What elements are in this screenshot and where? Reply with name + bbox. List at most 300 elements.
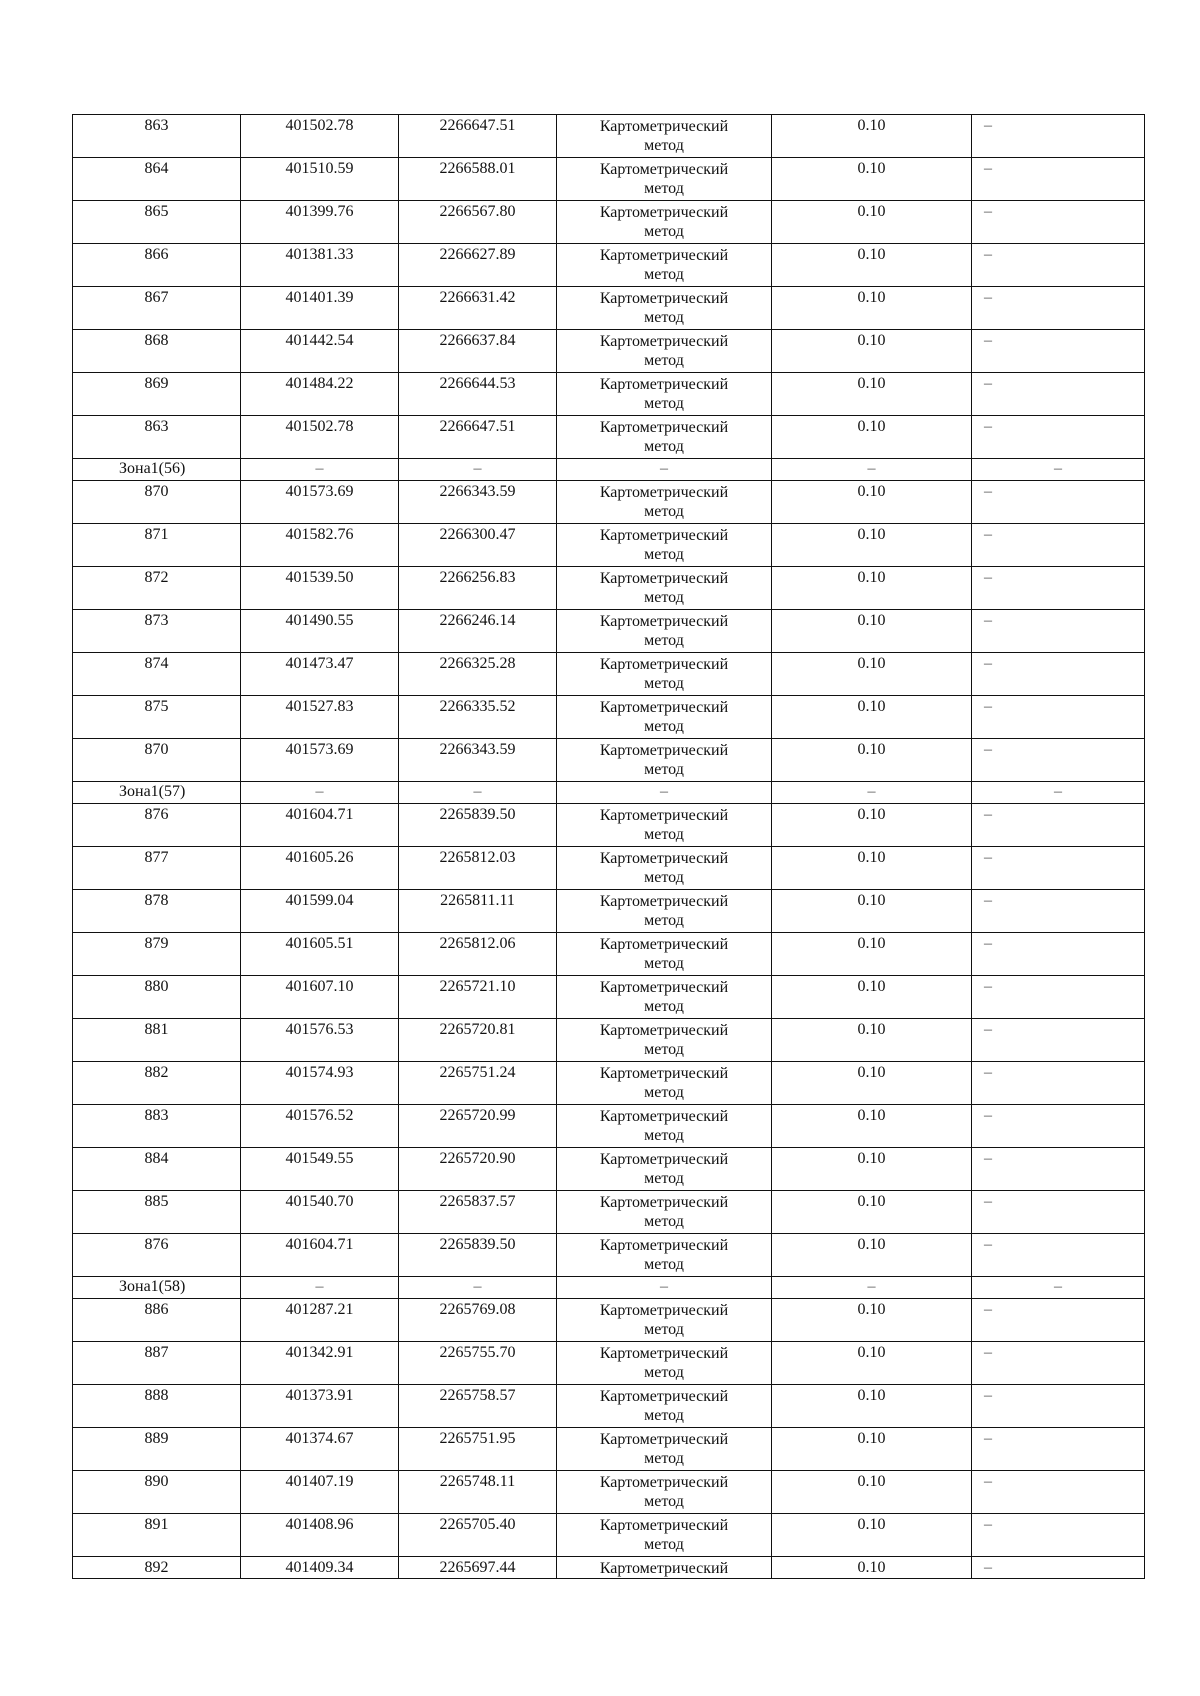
x-coordinate-cell-text: 401573.69 [285, 741, 354, 758]
method-line: метод [644, 137, 684, 154]
y-coordinate-cell-text: 2265812.03 [439, 849, 516, 866]
accuracy-cell [772, 373, 972, 416]
point-number-cell [73, 1471, 241, 1514]
method-cell [557, 1234, 772, 1277]
method-text [557, 1514, 771, 1554]
method-cell [557, 1385, 772, 1428]
method-line: метод [644, 352, 684, 369]
method-cell [557, 1428, 772, 1471]
method-line: метод [644, 223, 684, 240]
table-row [73, 524, 1145, 567]
point-number-cell [73, 330, 241, 373]
table-row [73, 201, 1145, 244]
accuracy-cell-text: 0.10 [857, 741, 886, 758]
x-coordinate-cell-text: 401539.50 [285, 569, 354, 586]
y-coordinate-cell-text: 2265839.50 [439, 1236, 516, 1253]
x-coordinate-cell-text: 401399.76 [285, 203, 354, 220]
note-cell [972, 1062, 1145, 1105]
note-cell-text: – [984, 1301, 992, 1318]
point-number-cell-text: 874 [144, 655, 169, 672]
accuracy-cell-text: 0.10 [857, 569, 886, 586]
y-coordinate-cell-text: 2265721.10 [439, 978, 516, 995]
y-coordinate-cell-text: 2266637.84 [439, 332, 516, 349]
accuracy-cell [772, 287, 972, 330]
method-line: метод [644, 912, 684, 929]
x-coordinate-cell-text: 401605.51 [285, 935, 354, 952]
accuracy-cell [772, 201, 972, 244]
method-text [557, 524, 771, 564]
point-number-cell-text: 882 [144, 1064, 169, 1081]
note-cell [972, 933, 1145, 976]
method-cell [557, 1557, 772, 1579]
point-number-cell [73, 804, 241, 847]
note-cell [972, 696, 1145, 739]
point-number-cell-text: 870 [144, 483, 169, 500]
accuracy-cell-text: 0.10 [857, 1473, 886, 1490]
accuracy-cell [772, 1299, 972, 1342]
method-text [557, 610, 771, 650]
accuracy-cell-text: 0.10 [857, 1064, 886, 1081]
method-line: Картометрический [599, 1237, 729, 1254]
note-cell-text: – [984, 289, 992, 306]
method-line: метод [644, 1084, 684, 1101]
y-coordinate-cell [399, 287, 557, 330]
x-coordinate-cell [241, 481, 399, 524]
point-number-cell-text: 870 [144, 741, 169, 758]
method-line: Картометрический [599, 118, 729, 135]
x-coordinate-cell [241, 976, 399, 1019]
method-text [557, 201, 771, 241]
accuracy-cell [772, 1062, 972, 1105]
point-number-cell-text: 885 [144, 1193, 169, 1210]
x-coordinate-cell [241, 696, 399, 739]
x-coordinate-cell [241, 804, 399, 847]
note-cell [972, 567, 1145, 610]
note-cell-text: – [984, 1021, 992, 1038]
table-row [73, 1557, 1145, 1579]
x-coordinate-cell-text: 401605.26 [285, 849, 354, 866]
y-coordinate-cell [399, 739, 557, 782]
method-cell [557, 1299, 772, 1342]
note-cell-text: – [984, 1430, 992, 1447]
method-line: Картометрический [599, 1022, 729, 1039]
accuracy-cell-text: 0.10 [857, 1021, 886, 1038]
x-coordinate-cell-text: 401604.71 [285, 1236, 354, 1253]
table-row [73, 696, 1145, 739]
y-coordinate-cell-text: 2266325.28 [439, 655, 516, 672]
accuracy-cell [772, 524, 972, 567]
method-line: Картометрический [599, 1388, 729, 1405]
note-cell [972, 1191, 1145, 1234]
zone-dash-cell [241, 782, 399, 804]
method-line: Картометрический [599, 1194, 729, 1211]
y-coordinate-cell [399, 330, 557, 373]
y-coordinate-cell-text: 2265755.70 [439, 1344, 516, 1361]
point-number-cell [73, 1062, 241, 1105]
x-coordinate-cell-text: 401582.76 [285, 526, 354, 543]
method-text [557, 1234, 771, 1274]
method-line: метод [644, 1256, 684, 1273]
table-row [73, 1148, 1145, 1191]
method-line: метод [644, 1450, 684, 1467]
method-text [557, 158, 771, 198]
accuracy-cell [772, 1148, 972, 1191]
method-cell [557, 287, 772, 330]
note-cell-text: – [984, 612, 992, 629]
zone-dash-cell [399, 782, 557, 804]
table-row [73, 890, 1145, 933]
x-coordinate-cell-text: 401409.34 [285, 1559, 354, 1576]
zone-dash-cell [557, 782, 772, 804]
accuracy-cell [772, 481, 972, 524]
table-row [73, 1385, 1145, 1428]
point-number-cell-text: 890 [144, 1473, 169, 1490]
y-coordinate-cell [399, 1019, 557, 1062]
table-row [73, 1062, 1145, 1105]
zone-dash-cell [557, 459, 772, 481]
note-cell-text: – [984, 203, 992, 220]
method-line: Картометрический [599, 1065, 729, 1082]
accuracy-cell-text: 0.10 [857, 289, 886, 306]
accuracy-cell [772, 115, 972, 158]
point-number-cell [73, 890, 241, 933]
method-cell [557, 330, 772, 373]
method-line: Картометрический [599, 1302, 729, 1319]
y-coordinate-cell [399, 1191, 557, 1234]
accuracy-cell [772, 1428, 972, 1471]
note-cell-text: – [984, 806, 992, 823]
accuracy-cell-text: 0.10 [857, 1107, 886, 1124]
table-row [73, 567, 1145, 610]
method-line: метод [644, 589, 684, 606]
point-number-cell-text: 887 [144, 1344, 169, 1361]
method-line: метод [644, 718, 684, 735]
point-number-cell-text: 865 [144, 203, 169, 220]
point-number-cell-text: 878 [144, 892, 169, 909]
note-cell-text: – [984, 849, 992, 866]
table-row [73, 739, 1145, 782]
zone-dash-cell-text: – [660, 460, 668, 477]
accuracy-cell-text: 0.10 [857, 1387, 886, 1404]
table-row [73, 115, 1145, 158]
x-coordinate-cell [241, 1234, 399, 1277]
y-coordinate-cell [399, 847, 557, 890]
point-number-cell-text: 884 [144, 1150, 169, 1167]
zone-dash-cell-text: – [473, 783, 482, 800]
y-coordinate-cell [399, 1299, 557, 1342]
x-coordinate-cell-text: 401490.55 [285, 612, 354, 629]
note-cell [972, 481, 1145, 524]
note-cell-text: – [984, 741, 992, 758]
accuracy-cell-text: 0.10 [857, 698, 886, 715]
point-number-cell-text: 881 [144, 1021, 169, 1038]
accuracy-cell [772, 567, 972, 610]
method-cell [557, 1019, 772, 1062]
method-cell [557, 696, 772, 739]
method-text [557, 933, 771, 973]
point-number-cell [73, 115, 241, 158]
method-text [557, 1148, 771, 1188]
table-row [73, 1471, 1145, 1514]
method-line: метод [644, 1493, 684, 1510]
method-cell [557, 1191, 772, 1234]
note-cell-text: – [984, 246, 992, 263]
note-cell-text: – [984, 1064, 992, 1081]
y-coordinate-cell [399, 1342, 557, 1385]
zone-dash-cell-text: – [315, 460, 324, 477]
method-line: Картометрический [599, 419, 729, 436]
table-row [73, 976, 1145, 1019]
method-line: Картометрический [599, 613, 729, 630]
y-coordinate-cell-text: 2265705.40 [439, 1516, 516, 1533]
zone-dash-cell-text: – [867, 460, 876, 477]
point-number-cell-text: 869 [144, 375, 169, 392]
zone-label-cell-text: Зона1(58) [119, 1278, 186, 1295]
method-text [557, 567, 771, 607]
x-coordinate-cell-text: 401381.33 [285, 246, 354, 263]
y-coordinate-cell-text: 2266644.53 [439, 375, 516, 392]
y-coordinate-cell [399, 1428, 557, 1471]
x-coordinate-cell [241, 1105, 399, 1148]
method-text [557, 115, 771, 155]
x-coordinate-cell [241, 567, 399, 610]
x-coordinate-cell [241, 1342, 399, 1385]
x-coordinate-cell-text: 401604.71 [285, 806, 354, 823]
coordinates-table [72, 114, 1145, 1579]
method-line: Картометрический [599, 376, 729, 393]
method-line: метод [644, 1321, 684, 1338]
zone-dash-cell [972, 459, 1145, 481]
y-coordinate-cell [399, 1471, 557, 1514]
method-text [557, 287, 771, 327]
point-number-cell-text: 888 [144, 1387, 169, 1404]
method-line: метод [644, 1536, 684, 1553]
accuracy-cell-text: 0.10 [857, 1236, 886, 1253]
note-cell [972, 1019, 1145, 1062]
y-coordinate-cell [399, 567, 557, 610]
note-cell-text: – [984, 978, 992, 995]
y-coordinate-cell-text: 2266300.47 [439, 526, 516, 543]
y-coordinate-cell-text: 2265697.44 [439, 1559, 516, 1576]
point-number-cell [73, 847, 241, 890]
x-coordinate-cell-text: 401573.69 [285, 483, 354, 500]
note-cell [972, 330, 1145, 373]
accuracy-cell-text: 0.10 [857, 655, 886, 672]
note-cell [972, 524, 1145, 567]
x-coordinate-cell-text: 401407.19 [285, 1473, 354, 1490]
x-coordinate-cell [241, 610, 399, 653]
method-text [557, 1191, 771, 1231]
method-cell [557, 804, 772, 847]
accuracy-cell [772, 1385, 972, 1428]
x-coordinate-cell [241, 1428, 399, 1471]
x-coordinate-cell-text: 401576.52 [285, 1107, 354, 1124]
method-line: Картометрический [599, 1517, 729, 1534]
y-coordinate-cell [399, 1557, 557, 1579]
zone-header-row [73, 459, 1145, 481]
note-cell [972, 1385, 1145, 1428]
zone-dash-cell [772, 459, 972, 481]
method-line: метод [644, 503, 684, 520]
accuracy-cell [772, 1514, 972, 1557]
y-coordinate-cell-text: 2265751.24 [439, 1064, 516, 1081]
table-row [73, 610, 1145, 653]
x-coordinate-cell [241, 1191, 399, 1234]
accuracy-cell [772, 804, 972, 847]
point-number-cell [73, 1428, 241, 1471]
x-coordinate-cell [241, 201, 399, 244]
x-coordinate-cell-text: 401342.91 [285, 1344, 354, 1361]
x-coordinate-cell-text: 401473.47 [285, 655, 354, 672]
note-cell [972, 1471, 1145, 1514]
x-coordinate-cell [241, 158, 399, 201]
accuracy-cell [772, 847, 972, 890]
point-number-cell [73, 933, 241, 976]
zone-dash-cell [399, 1277, 557, 1299]
y-coordinate-cell [399, 1385, 557, 1428]
x-coordinate-cell [241, 653, 399, 696]
method-cell [557, 847, 772, 890]
note-cell [972, 890, 1145, 933]
y-coordinate-cell [399, 696, 557, 739]
x-coordinate-cell-text: 401510.59 [285, 160, 354, 177]
point-number-cell-text: 891 [144, 1516, 169, 1533]
table-row [73, 1234, 1145, 1277]
y-coordinate-cell-text: 2265720.90 [439, 1150, 516, 1167]
point-number-cell-text: 866 [144, 246, 169, 263]
accuracy-cell-text: 0.10 [857, 1150, 886, 1167]
method-cell [557, 1105, 772, 1148]
x-coordinate-cell-text: 401502.78 [285, 418, 354, 435]
method-line: метод [644, 869, 684, 886]
point-number-cell-text: 883 [144, 1107, 169, 1124]
accuracy-cell-text: 0.10 [857, 612, 886, 629]
x-coordinate-cell [241, 524, 399, 567]
point-number-cell-text: 873 [144, 612, 169, 629]
method-line: Картометрический [599, 850, 729, 867]
note-cell-text: – [984, 526, 992, 543]
note-cell-text: – [984, 892, 992, 909]
method-line: Картометрический [599, 290, 729, 307]
y-coordinate-cell-text: 2265837.57 [439, 1193, 516, 1210]
y-coordinate-cell-text: 2266343.59 [439, 483, 516, 500]
x-coordinate-cell-text: 401374.67 [285, 1430, 354, 1447]
document-page [72, 114, 1144, 1579]
point-number-cell-text: 872 [144, 569, 169, 586]
method-cell [557, 1471, 772, 1514]
method-line: Картометрический [599, 484, 729, 501]
method-line: Картометрический [599, 807, 729, 824]
method-cell [557, 158, 772, 201]
method-line: метод [644, 998, 684, 1015]
zone-label-cell-text: Зона1(56) [119, 460, 186, 477]
x-coordinate-cell [241, 1148, 399, 1191]
note-cell [972, 1105, 1145, 1148]
x-coordinate-cell [241, 244, 399, 287]
point-number-cell [73, 1148, 241, 1191]
point-number-cell-text: 876 [144, 806, 169, 823]
method-line: Картометрический [599, 1108, 729, 1125]
accuracy-cell [772, 1342, 972, 1385]
zone-label-cell [73, 459, 241, 481]
method-cell [557, 416, 772, 459]
y-coordinate-cell-text: 2266627.89 [439, 246, 516, 263]
method-text [557, 804, 771, 844]
point-number-cell-text: 876 [144, 1236, 169, 1253]
accuracy-cell [772, 696, 972, 739]
method-cell [557, 524, 772, 567]
x-coordinate-cell [241, 1062, 399, 1105]
method-line: метод [644, 1170, 684, 1187]
y-coordinate-cell [399, 933, 557, 976]
x-coordinate-cell [241, 1299, 399, 1342]
method-text [557, 481, 771, 521]
point-number-cell [73, 416, 241, 459]
y-coordinate-cell-text: 2266343.59 [439, 741, 516, 758]
x-coordinate-cell [241, 287, 399, 330]
method-line: метод [644, 395, 684, 412]
table-row [73, 847, 1145, 890]
table-row [73, 1019, 1145, 1062]
y-coordinate-cell-text: 2265748.11 [439, 1473, 516, 1490]
point-number-cell [73, 1557, 241, 1579]
method-cell [557, 610, 772, 653]
accuracy-cell-text: 0.10 [857, 203, 886, 220]
method-line: метод [644, 761, 684, 778]
method-line: Картометрический [599, 1474, 729, 1491]
note-cell-text: – [984, 332, 992, 349]
x-coordinate-cell-text: 401401.39 [285, 289, 354, 306]
point-number-cell [73, 158, 241, 201]
point-number-cell-text: 863 [144, 117, 169, 134]
y-coordinate-cell [399, 158, 557, 201]
x-coordinate-cell-text: 401574.93 [285, 1064, 354, 1081]
method-cell [557, 1514, 772, 1557]
point-number-cell [73, 1105, 241, 1148]
table-row [73, 1191, 1145, 1234]
zone-dash-cell-text: – [1054, 1278, 1062, 1295]
accuracy-cell-text: 0.10 [857, 1193, 886, 1210]
method-line: метод [644, 826, 684, 843]
y-coordinate-cell [399, 1514, 557, 1557]
note-cell [972, 1428, 1145, 1471]
point-number-cell [73, 1191, 241, 1234]
table-row [73, 804, 1145, 847]
method-text [557, 373, 771, 413]
method-cell [557, 201, 772, 244]
accuracy-cell-text: 0.10 [857, 849, 886, 866]
y-coordinate-cell [399, 890, 557, 933]
accuracy-cell-text: 0.10 [857, 1301, 886, 1318]
method-line: Картометрический [599, 893, 729, 910]
method-line: метод [644, 1041, 684, 1058]
note-cell [972, 847, 1145, 890]
method-line: Картометрический [599, 979, 729, 996]
method-line: Картометрический [599, 936, 729, 953]
x-coordinate-cell [241, 890, 399, 933]
method-text [557, 847, 771, 887]
point-number-cell-text: 879 [144, 935, 169, 952]
accuracy-cell [772, 1557, 972, 1579]
accuracy-cell [772, 1471, 972, 1514]
zone-dash-cell-text: – [315, 1278, 324, 1295]
x-coordinate-cell-text: 401502.78 [285, 117, 354, 134]
method-text [557, 330, 771, 370]
x-coordinate-cell [241, 416, 399, 459]
accuracy-cell-text: 0.10 [857, 418, 886, 435]
table-row [73, 416, 1145, 459]
point-number-cell [73, 1299, 241, 1342]
